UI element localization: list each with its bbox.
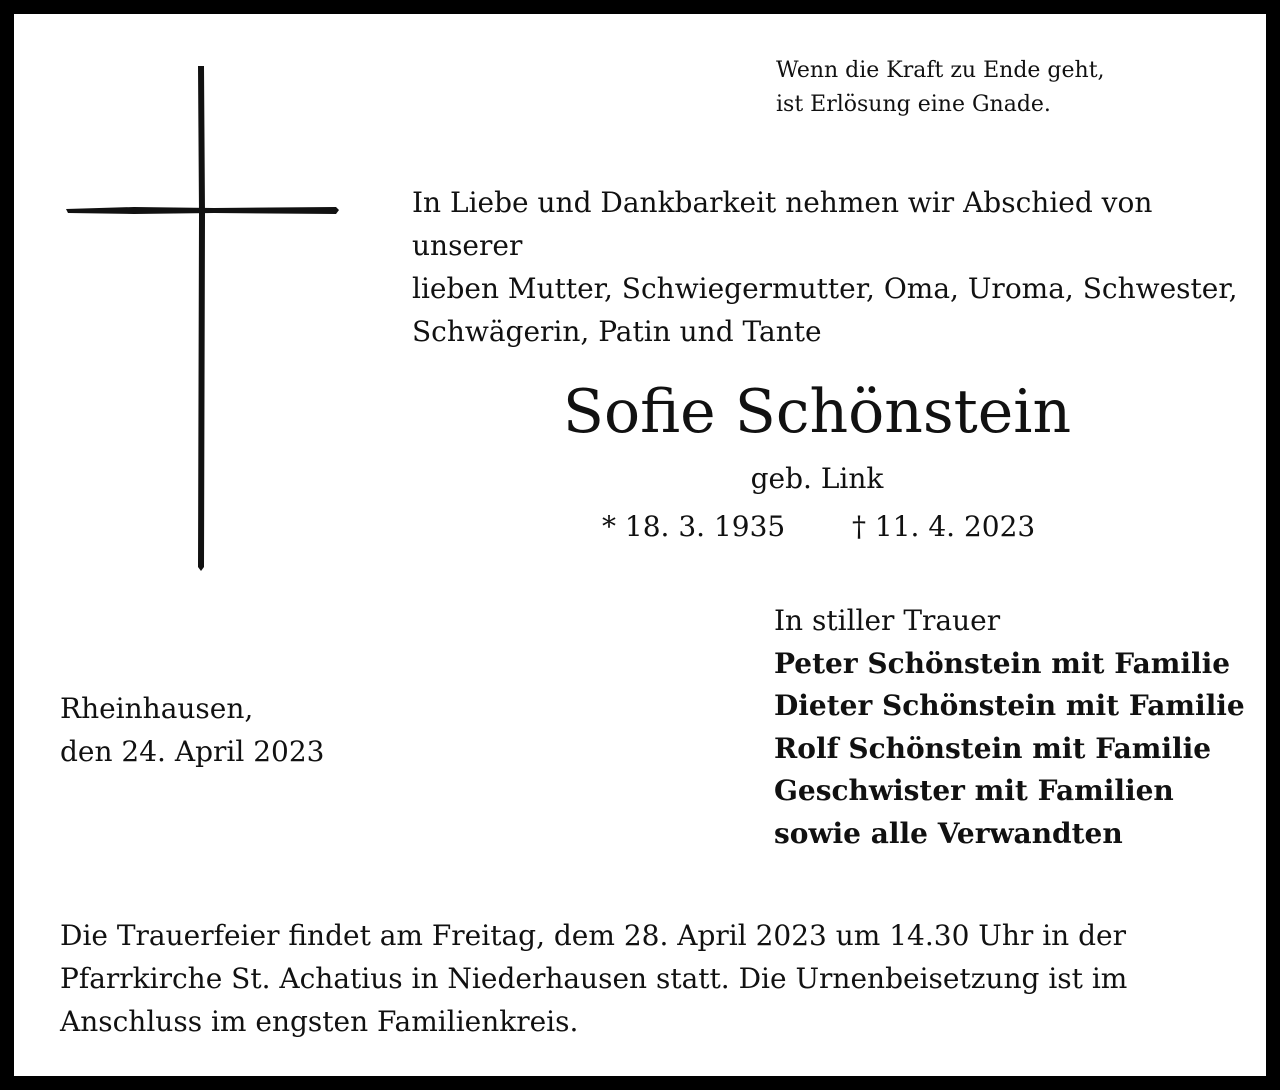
motto-quote: Wenn die Kraft zu Ende geht, ist Erlösung eine Gnade. xyxy=(776,58,1105,117)
mourners-list xyxy=(774,600,1245,855)
obituary-notice xyxy=(14,14,1266,1076)
mourners-heading: In stiller Trauer xyxy=(774,604,1001,637)
mourner-name: Geschwister mit Familien xyxy=(774,774,1174,807)
birth-date: * 18. 3. 1935 xyxy=(602,510,786,543)
mourner-name: Rolf Schönstein mit Familie xyxy=(774,731,1212,765)
death-date: † 11. 4. 2023 xyxy=(852,510,1036,543)
mourner-name: Peter Schönstein mit Familie xyxy=(774,646,1231,680)
cross-icon xyxy=(14,14,374,584)
place-and-date: Rheinhausen, den 24. April 2023 xyxy=(60,692,325,768)
farewell-text: In Liebe und Dankbarkeit nehmen wir Abschied von unserer lieben Mutter, Schwiegermutter, Oma, Uroma, Schwester, Schwägerin, Patin und Tante xyxy=(412,186,1238,348)
maiden-name: geb. Link xyxy=(750,462,884,495)
funeral-ceremony-info: Die Trauerfeier findet am Freitag, dem 28. April 2023 um 14.30 Uhr in der Pfarrkirche St. Achatius in Niederhausen statt. Die Urnenbeisetzung ist im Anschluss im engsten Familienkreis. xyxy=(60,919,1128,1038)
mourner-name: Dieter Schönstein mit Familie xyxy=(774,689,1245,722)
deceased-name: Sofie Schönstein xyxy=(562,377,1072,447)
mourner-name: sowie alle Verwandten xyxy=(774,816,1123,850)
